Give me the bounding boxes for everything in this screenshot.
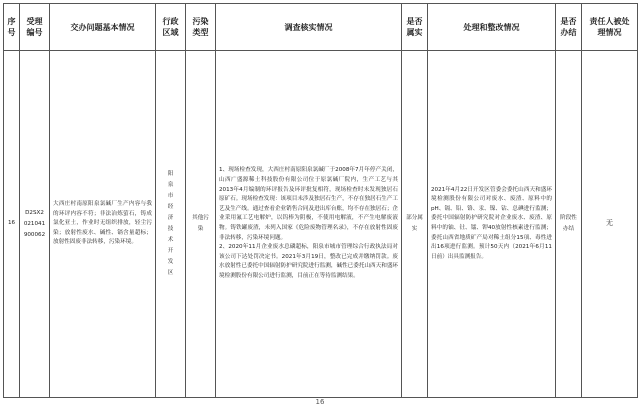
cell-verified: 部分属实 [402, 51, 428, 398]
header-row [4, 4, 638, 51]
cell-handling: 2021年4月22日开发区管委会委托山西天和盛环境检测股份有限公司对废水、废渣、原料中的pH、镉、铅、铬、汞、镍、钴、总碘进行监测；委托中国辐射防护研究院对企业废水、废渣、原料中的铀、钍、镭、钾40放射性核素进行监测；委托山西省地质矿产局对稀土组分15项、毒性进出16项进行监测。预计50天内（2021年6月11日前）出具监测报告。 [428, 51, 556, 398]
table-row [4, 51, 638, 398]
header-case-id: 受理编号 [20, 4, 50, 51]
header-seq: 序号 [4, 4, 20, 51]
header-accountability: 责任人被处理情况 [582, 4, 638, 51]
cell-case-id: D2SX2021041900062 [20, 51, 50, 398]
cell-issue: 大西庄村南原阳泉氯碱厂生产内容与我的环评内容不符；非法冶炼萤石，铸成氯化亚土，作业时无组织排放，轻尘污染；放射性废水、碱性、镉含量超标；放射性固废非法转移，污染环境。 [50, 51, 156, 398]
header-verified: 是否属实 [402, 4, 428, 51]
header-handling: 处理和整改情况 [428, 4, 556, 51]
case-table [3, 3, 638, 398]
page-number: 16 [315, 398, 325, 406]
header-investigation: 调查核实情况 [216, 4, 402, 51]
cell-investigation: 1、现场检查发现，大西庄村南原阳泉氯碱厂于2008年7月年停产关闭，山西广盛源稀土科技股份有限公司位于原氯碱厂院内，生产工艺与其2013年4月编制的环评报告及环评批复相符，现场检查时未发现独居石原矿石。现场检查发现：该项目未涉及独居石生产，不存在独居石生产工艺及生产线。通过查看企业销售合同及进出库台账，均不存在独居石；企业采用氟工艺电解炉，以钨棒为阴极，不使用电解液，不产生电解废液物。铸铁罐废渣，未列入国家《危险废物管理名录》，不存在放射性固废非法转移，污染环境问题。 2、2020年11月企业废水总磷超标，阳泉市城市管理综合行政执法局对该公司下达处罚决定书。2021年3月19日，整改已完成并缴纳罚款。废水放射性已委托中国辐射防护研究院进行监测，碱性已委托山西天和盛环境检测股份有限公司进行监测，目前正在等待监测结果。 [216, 51, 402, 398]
cell-accountability: 无 [582, 51, 638, 398]
cell-district: 阳泉市经济技术开发区 [156, 51, 186, 398]
cell-seq: 16 [4, 51, 20, 398]
header-issue: 交办问题基本情况 [50, 4, 156, 51]
header-district: 行政区域 [156, 4, 186, 51]
header-pollution-type: 污染类型 [186, 4, 216, 51]
cell-pollution-type: 其他污染 [186, 51, 216, 398]
header-closed: 是否办结 [556, 4, 582, 51]
cell-closed: 阶段性办结 [556, 51, 582, 398]
